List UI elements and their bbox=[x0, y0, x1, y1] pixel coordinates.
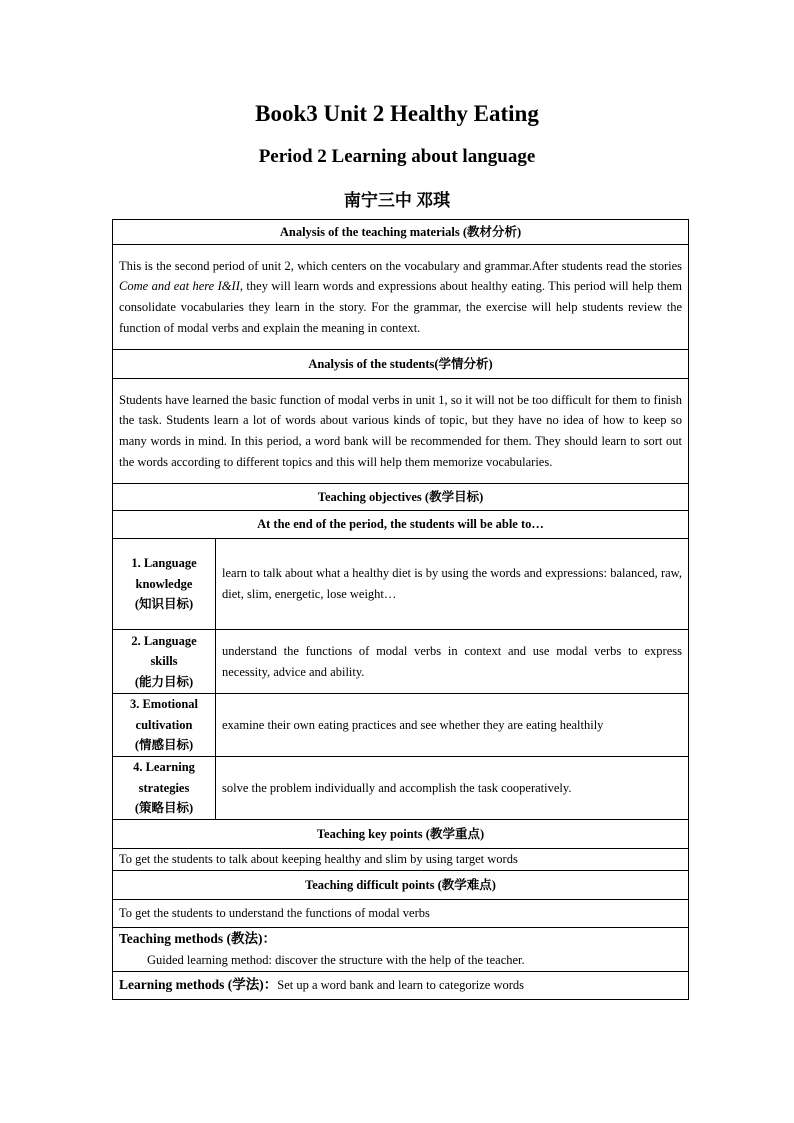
students-text: Students have learned the basic function of modal verbs in unit 1, so it will not be too difficult for them to finish the task. Students learn a lot of words about various kinds of topic, but they have no idea of how to keep so many words in mind. In this period, a word bank will be recommended for them. They should learn to sort out the words according to different topics and this will help them memorize vocabularies. bbox=[113, 379, 689, 484]
learning-methods-cell bbox=[113, 972, 689, 1000]
objective-label: 1. Language knowledge (知识目标) bbox=[113, 539, 216, 630]
objective-text: understand the functions of modal verbs in context and use modal verbs to express necessity, advice and ability. bbox=[216, 630, 689, 694]
story-title: Come and eat here I&II bbox=[119, 279, 240, 294]
teaching-methods-label: Teaching methods (教法)： bbox=[119, 930, 277, 946]
objective-label: 2. Language skills (能力目标) bbox=[113, 630, 216, 694]
objective-row bbox=[113, 539, 689, 630]
difficult-points-text: To get the students to understand the functions of modal verbs bbox=[113, 900, 689, 928]
objective-row bbox=[113, 630, 689, 694]
document-title: Book3 Unit 2 Healthy Eating bbox=[255, 101, 539, 126]
teaching-methods-text: Guided learning method: discover the structure with the help of the teacher. bbox=[147, 952, 525, 967]
document-subtitle: Period 2 Learning about language bbox=[258, 146, 536, 167]
difficult-points-heading: Teaching difficult points (教学难点) bbox=[113, 871, 689, 900]
learning-methods-text: Set up a word bank and learn to categorize words bbox=[277, 978, 525, 993]
students-heading: Analysis of the students(学情分析) bbox=[113, 350, 689, 379]
objective-label: 3. Emotional cultivation (情感目标) bbox=[113, 694, 216, 757]
objectives-heading: Teaching objectives (教学目标) bbox=[113, 484, 689, 511]
objective-text: solve the problem individually and accomplish the task cooperatively. bbox=[216, 757, 689, 820]
learning-methods-label: Learning methods (学法)： bbox=[119, 977, 278, 993]
key-points-heading: Teaching key points (教学重点) bbox=[113, 820, 689, 849]
objectives-intro: At the end of the period, the students will be able to… bbox=[113, 511, 689, 539]
materials-heading: Analysis of the teaching materials (教材分析) bbox=[113, 220, 689, 245]
document-author: 南宁三中 邓琪 bbox=[343, 191, 451, 210]
objective-text: examine their own eating practices and see whether they are eating healthily bbox=[216, 694, 689, 757]
lesson-plan-table bbox=[112, 219, 689, 1000]
materials-text: This is the second period of unit 2, which centers on the vocabulary and grammar.After students read the stories Come and eat here I&II, they will learn words and expressions about healthy eating. This period will help them consolidate vocabularies they learn in the story. For the grammar, the exercise will help students review the function of modal verbs and explain the meaning in context. bbox=[113, 245, 689, 350]
teaching-methods-cell bbox=[113, 928, 689, 972]
key-points-text: To get the students to talk about keeping healthy and slim by using target words bbox=[113, 849, 689, 871]
objective-row bbox=[113, 694, 689, 757]
objective-row bbox=[113, 757, 689, 820]
objective-text: learn to talk about what a healthy diet is by using the words and expressions: balanced, raw, diet, slim, energetic, lose weight… bbox=[216, 539, 689, 630]
objective-label: 4. Learning strategies (策略目标) bbox=[113, 757, 216, 820]
